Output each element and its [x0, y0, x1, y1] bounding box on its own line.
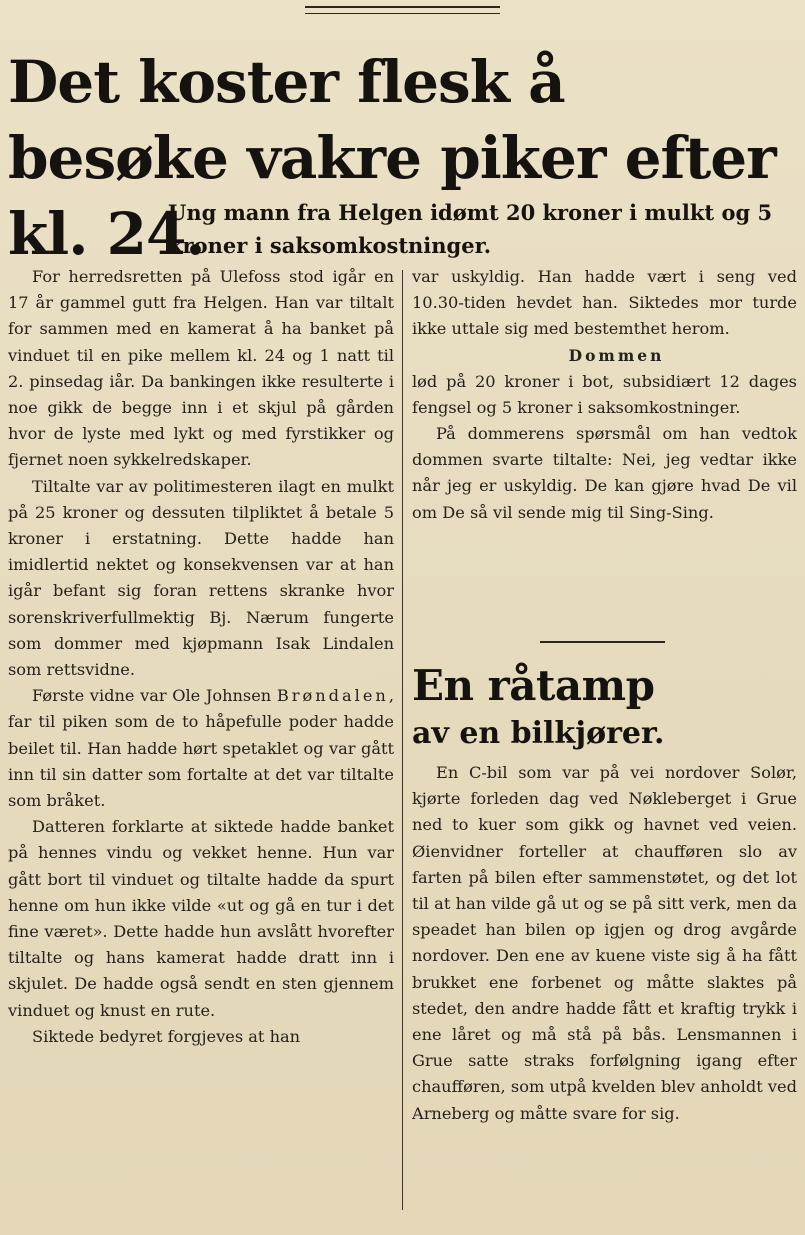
section-heading-dommen: Dommen — [568, 345, 665, 365]
article2-headline: En råtamp — [412, 661, 655, 710]
paragraph: En C-bil som var på vei nordover Solør, kjørte forleden dag ved Nøkleberget i Grue ned to kuer som gikk og havnet ved veien. Øienvidner forteller at chaufføren slo av farten på bilen efter sammenstøtet, og det lot til at han vilde gå ut og se på sitt verk, men da speadet han bilen op igjen og drog avgårde nordover. Den ene av kuene viste sig å ha fått brukket ene forbenet og måtte slaktes på stedet, den andre hadde fått et kraftig trykk i ene låret og må stå på bås. Lensmannen i Grue satte straks forfølgning igang efter chaufføren, som utpå kvelden blev anholdt ved Arneberg og måtte svare for sig. — [412, 763, 797, 1123]
witness-intro: Første vidne var Ole Johnsen — [32, 686, 272, 706]
witness-surname: Brøndalen — [276, 686, 389, 706]
paragraph: Tiltalte var av politimesteren ilagt en mulkt på 25 kroner og dessuten tilpliktet å betale 5 kroner i erstatning. Dette hadde han imidlertid nektet og konsekvensen var at han igår befant sig foran rettens skranke hvor sorenskriverfullmektig Bj. Nærum fungerte som dommer med kjøpmann Isak Lindalen som rettsvidne. — [8, 476, 394, 680]
paragraph: For herredsretten på Ulefoss stod igår en 17 år gammel gutt fra Helgen. Han var tiltalt for sammen med en kamerat å ha banket på vinduet til en pike mellem kl. 24 og 1 natt til 2. pinsedag iår. Da bankingen ikke resulterte i noe gikk de begge inn i et skjul på gården hvor de lyste med lykt og med fyrstikker og fjernet noen sykkelredskaper. — [8, 267, 394, 470]
paragraph: Siktede bedyret forgjeves at han — [32, 1026, 301, 1046]
column-divider — [402, 270, 403, 1210]
paragraph: var uskyldig. Han hadde vært i seng ved 10.30-tiden hevdet han. Siktedes mor turde ikke uttale sig med bestemthet herom. — [412, 267, 797, 339]
top-rule — [305, 6, 500, 14]
article1-subheadline: Ung mann fra Helgen idømt 20 kroner i mulkt og 5 kroner i saksomkostninger. — [168, 200, 773, 258]
witness-rest: , far til piken som de to håpefulle poder hadde beilet til. Han hadde hørt spetaklet og var gått inn til sin datter som fortalte at det var tiltalte som bråket. — [8, 686, 394, 811]
article2-subheadline: av en bilkjører. — [412, 716, 665, 751]
paragraph: Datteren forklarte at siktede hadde banket på hennes vindu og vekket henne. Hun var gått bort til vinduet og tiltalte hadde da spurt henne om hun ikke vilde «ut og gå en tur i det fine været». Dette hadde hun avslått hvorefter tiltalte og hans kamerat hadde dratt inn i skjulet. De hadde også sendt en sten gjennem vinduet og knust en rute. — [8, 817, 394, 1020]
article1-headline: Det koster flesk å besøke vakre piker efter kl. 24. — [8, 48, 776, 268]
paragraph: lød på 20 kroner i bot, subsidiært 12 dages fengsel og 5 kroner i saksomkostninger. — [412, 371, 797, 417]
article2-body — [412, 760, 797, 1210]
article-separator-rule — [540, 641, 665, 643]
paragraph: På dommerens spørsmål om han vedtok dommen svarte tiltalte: Nei, jeg vedtar ikke når jeg er uskyldig. De kan gjøre hvad De vil om De så vil sende mig til Sing-Sing. — [412, 424, 797, 522]
article1-left-column — [8, 264, 394, 1214]
witness-paragraph — [8, 683, 394, 814]
